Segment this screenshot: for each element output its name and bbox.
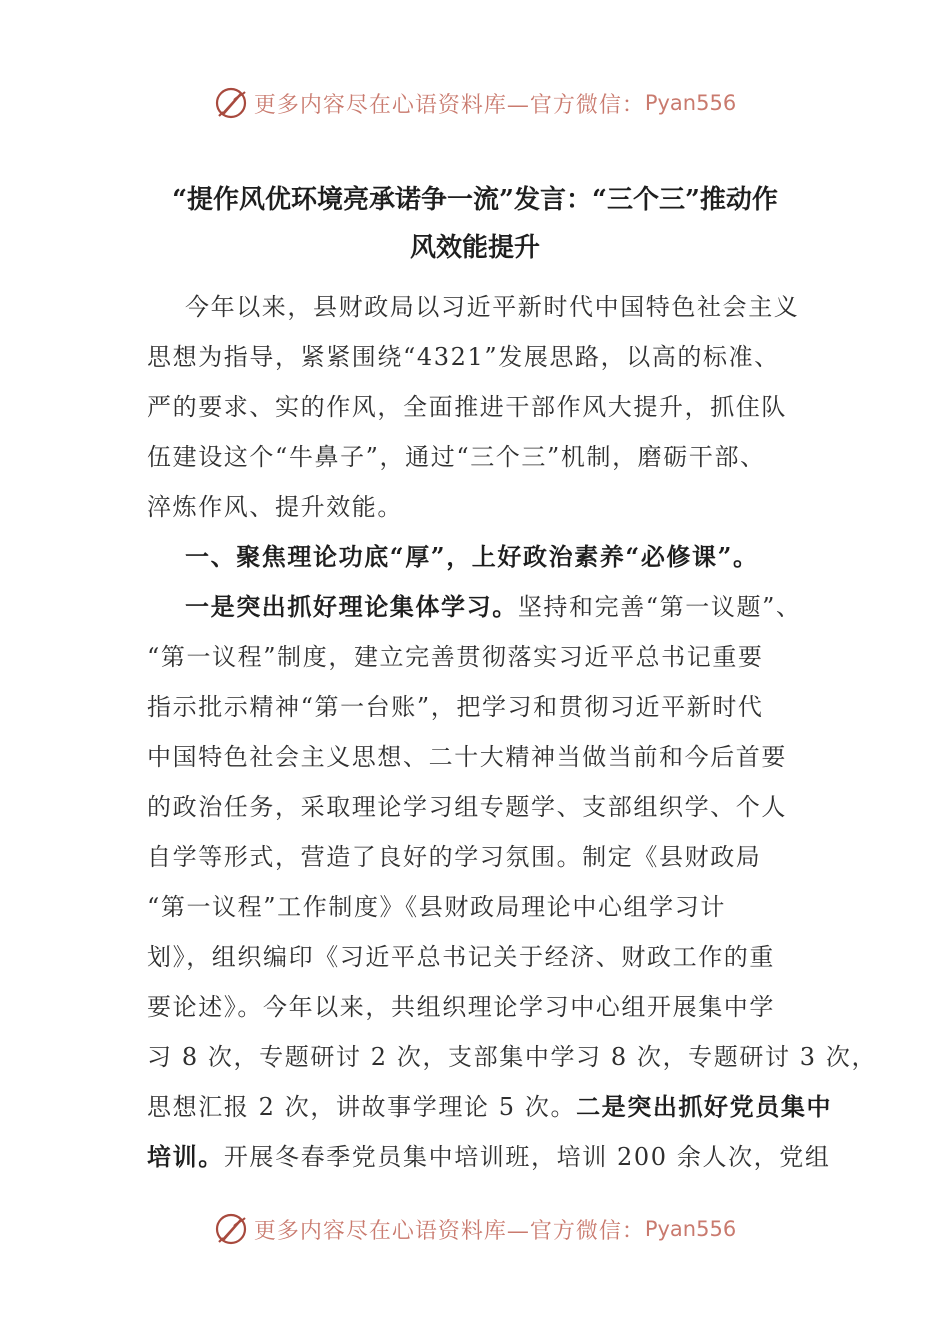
paragraph-line: 中国特色社会主义思想、二十大精神当做当前和今后首要	[147, 743, 787, 771]
document-body	[147, 282, 878, 1182]
paragraph-line: 伍建设这个“牛鼻子”，通过“三个三”机制，磨砺干部、	[147, 443, 766, 471]
paragraph-line: 要论述》。今年以来，共组织理论学习中心组开展集中学	[147, 993, 775, 1021]
title-line-1: “提作风优环境亮承诺争一流”发言：“三个三”推动作	[172, 185, 778, 215]
header-watermark	[0, 86, 950, 120]
bold-lead: 培训。	[147, 1142, 224, 1171]
bold-lead: 一是突出抓好理论集体学习。	[185, 592, 518, 621]
watermark-handle: Pyan556	[644, 1217, 737, 1241]
paragraph-line: 自学等形式，营造了良好的学习氛围。制定《县财政局	[147, 843, 762, 871]
quill-logo-icon	[214, 86, 248, 120]
watermark-text: 更多内容尽在心语资料库—官方微信：	[253, 92, 645, 118]
paragraph-line: 严的要求、实的作风，全面推进干部作风大提升，抓住队	[147, 393, 787, 421]
paragraph-line	[147, 1132, 831, 1182]
paragraph-line: “第一议程”工作制度》《县财政局理论中心组学习计	[147, 893, 726, 921]
title-line-2: 风效能提升	[409, 233, 540, 263]
paragraph-line: 淬炼作风、提升效能。	[147, 493, 403, 521]
watermark-text: 更多内容尽在心语资料库—官方微信：	[253, 1218, 645, 1244]
quill-logo-icon	[214, 1212, 248, 1246]
paragraph-text: 开展冬春季党员集中培训班，培训 200 余人次，党组	[223, 1143, 831, 1171]
watermark-handle: Pyan556	[644, 91, 737, 115]
paragraph-line: 思想为指导，紧紧围绕“4321”发展思路，以高的标准、	[147, 343, 780, 371]
paragraph-line: 指示批示精神“第一台账”，把学习和贯彻习近平新时代	[147, 693, 764, 721]
section-heading-text: 一、聚焦理论功底“厚”，上好政治素养“必修课”。	[185, 542, 759, 571]
paragraph-text: 坚持和完善“第一议题”、	[517, 593, 802, 621]
paragraph-line: 划》，组织编印《习近平总书记关于经济、财政工作的重	[147, 943, 775, 971]
footer-watermark	[0, 1212, 950, 1246]
paragraph-line	[147, 582, 807, 632]
paragraph-line: 今年以来，县财政局以习近平新时代中国特色社会主义	[185, 293, 800, 321]
paragraph-line	[147, 1082, 833, 1132]
bold-lead: 二是突出抓好党员集中	[576, 1092, 833, 1121]
document-title	[150, 176, 800, 272]
paragraph-line: 的政治任务，采取理论学习组专题学、支部组织学、个人	[147, 793, 787, 821]
paragraph-line: “第一议程”制度，建立完善贯彻落实习近平总书记重要	[147, 643, 764, 671]
paragraph-line: 习 8 次，专题研讨 2 次，支部集中学习 8 次，专题研讨 3 次，	[147, 1043, 878, 1071]
paragraph-text: 思想汇报 2 次，讲故事学理论 5 次。	[147, 1093, 577, 1121]
section-heading	[147, 532, 807, 582]
